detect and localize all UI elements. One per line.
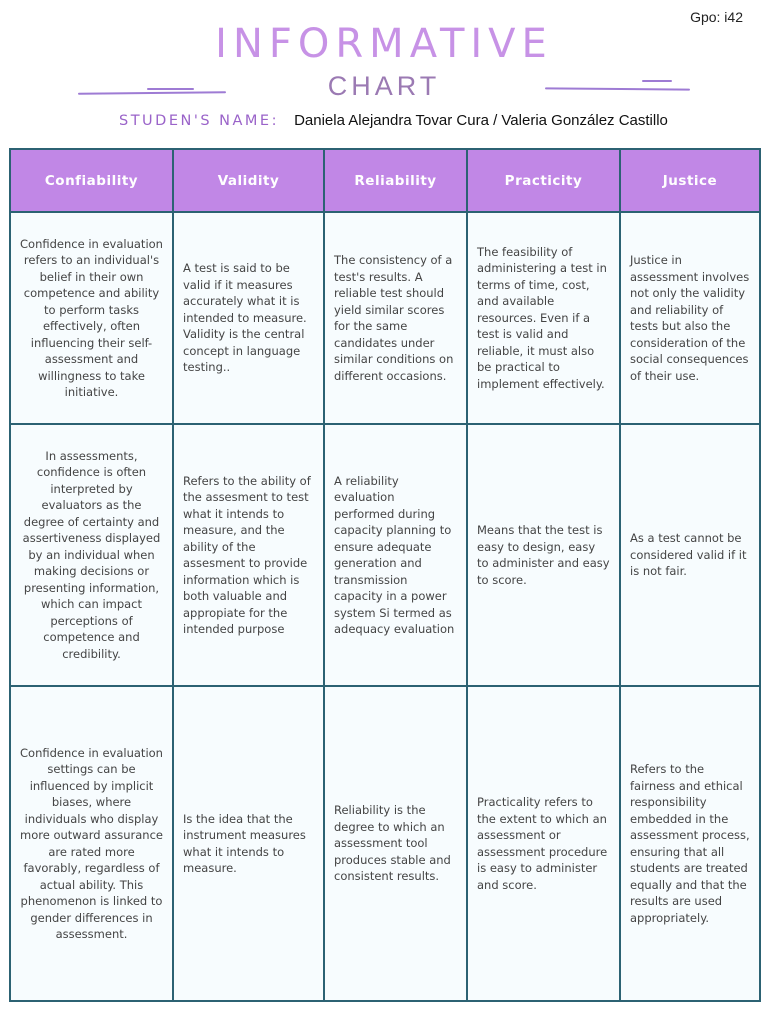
student-row <box>119 110 668 129</box>
table-header-row <box>10 149 760 212</box>
group-code: Gpo: i42 <box>690 9 743 25</box>
cell-practicity: Means that the test is easy to design, easy to administer and easy to score. <box>467 424 620 686</box>
header-validity: Validity <box>173 149 324 212</box>
cell-justice: Refers to the fairness and ethical responsibility embedded in the assessment process, ensuring that all students are treated equally and that the results are used appropriately. <box>620 686 760 1001</box>
table-row <box>10 686 760 1001</box>
cell-practicity: Practicality refers to the extent to which an assessment or assessment procedure is easy to administer and score. <box>467 686 620 1001</box>
table-row <box>10 212 760 424</box>
header-practicity: Practicity <box>467 149 620 212</box>
cell-confiability: Confidence in evaluation refers to an individual's belief in their own competence and ability to perform tasks effectively, often influencing their self-assessment and willingness to take initiative. <box>10 212 173 424</box>
header-confiability: Confiability <box>10 149 173 212</box>
header-justice: Justice <box>620 149 760 212</box>
header-reliability: Reliability <box>324 149 467 212</box>
cell-reliability: Reliability is the degree to which an assessment tool produces stable and consistent results. <box>324 686 467 1001</box>
cell-justice: Justice in assessment involves not only the validity and reliability of tests but also the consideration of the social consequences of their use. <box>620 212 760 424</box>
cell-justice: As a test cannot be considered valid if it is not fair. <box>620 424 760 686</box>
cell-practicity: The feasibility of administering a test in terms of time, cost, and available resources. Even if a test is valid and reliable, it must also be practical to implement effectively. <box>467 212 620 424</box>
decorative-line-left-short <box>147 88 194 90</box>
cell-validity: Is the idea that the instrument measures what it intends to measure. <box>173 686 324 1001</box>
page-title: INFORMATIVE <box>215 21 553 67</box>
student-label: STUDEN'S NAME: <box>119 113 279 129</box>
cell-validity: A test is said to be valid if it measures accurately what it is intended to measure. Validity is the central concept in language testing.. <box>173 212 324 424</box>
cell-confiability: In assessments, confidence is often interpreted by evaluators as the degree of certainty and assertiveness displayed by an individual when making decisions or presenting information, which can impact perceptions of competence and credibility. <box>10 424 173 686</box>
informative-table <box>9 148 761 1002</box>
table-row <box>10 424 760 686</box>
cell-reliability: A reliability evaluation performed during capacity planning to ensure adequate generation and transmission capacity in a power system Si termed as adequacy evaluation <box>324 424 467 686</box>
decorative-line-right-short <box>642 80 672 82</box>
student-names: Daniela Alejandra Tovar Cura / Valeria González Castillo <box>294 112 668 129</box>
cell-validity: Refers to the ability of the assesment to test what it intends to measure, and the ability of the assesment to provide information which is both valuable and appropiate for the intended purpose <box>173 424 324 686</box>
page-subtitle: CHART <box>327 71 441 101</box>
cell-confiability: Confidence in evaluation settings can be influenced by implicit biases, where individuals who display more outward assurance are rated more favorably, regardless of actual ability. This phenomenon is linked to gender differences in assessment. <box>10 686 173 1001</box>
cell-reliability: The consistency of a test's results. A reliable test should yield similar scores for the same candidates under similar conditions on different occasions. <box>324 212 467 424</box>
